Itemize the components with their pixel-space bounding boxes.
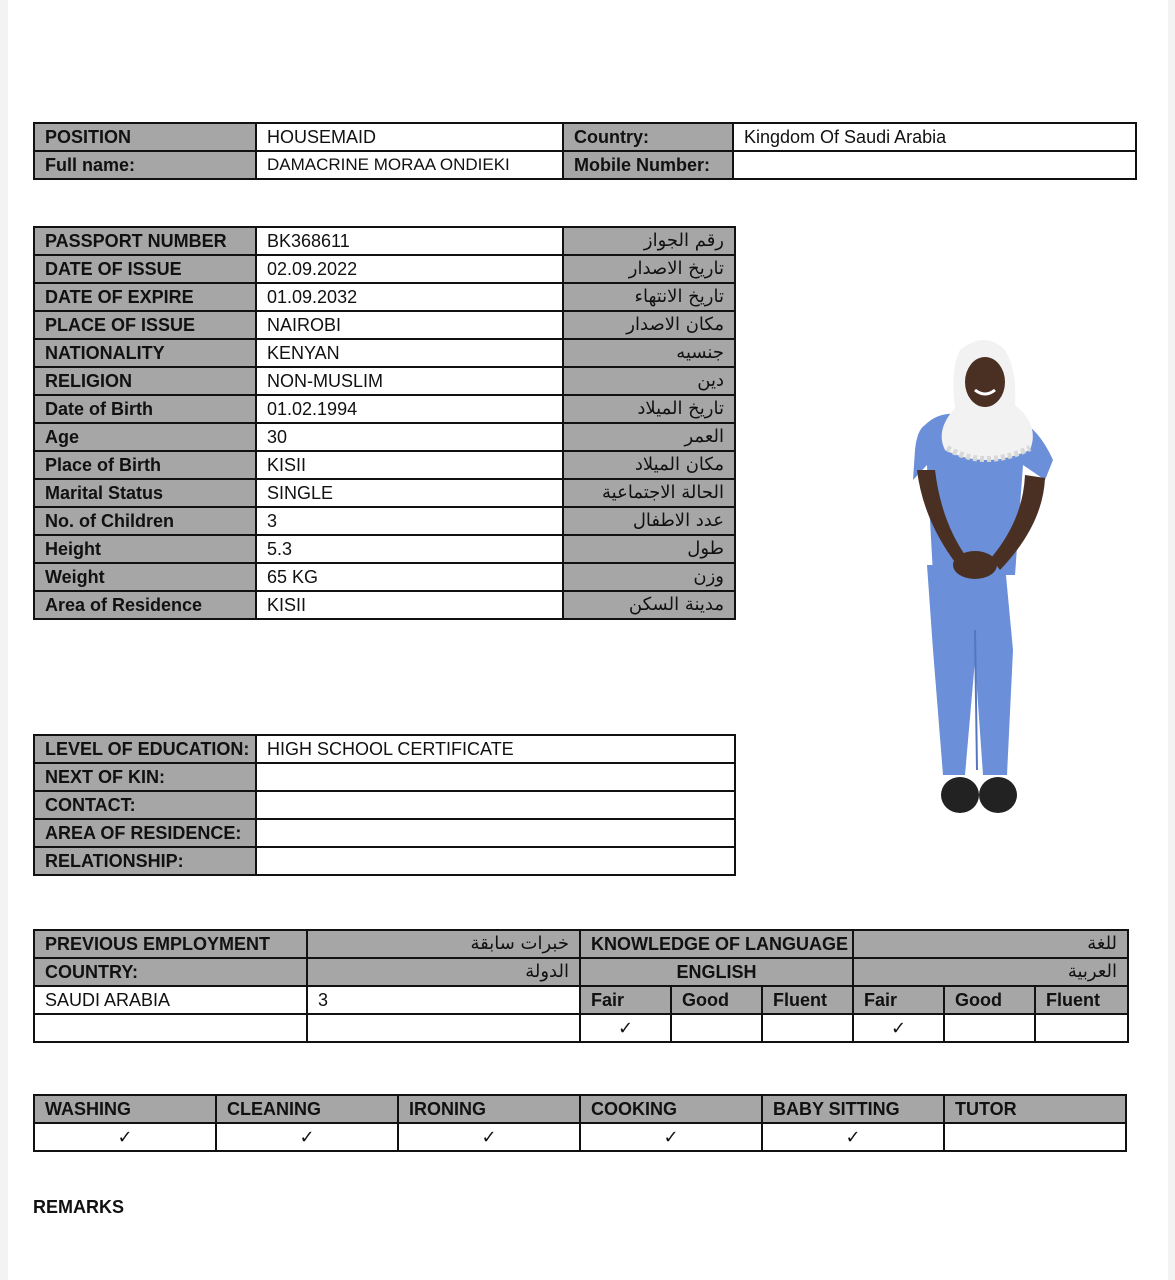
detail-value: BK368611 bbox=[256, 227, 563, 255]
skill-check: ✓ bbox=[398, 1123, 580, 1151]
table-row bbox=[34, 563, 735, 591]
detail-arabic: مكان الميلاد bbox=[563, 451, 735, 479]
detail-label: DATE OF EXPIRE bbox=[34, 283, 256, 311]
detail-arabic: تاريخ الاصدار bbox=[563, 255, 735, 283]
level-fair-en: Fair bbox=[580, 986, 671, 1014]
detail-label: Weight bbox=[34, 563, 256, 591]
education-label: LEVEL OF EDUCATION: bbox=[34, 735, 256, 763]
fullname-label: Full name: bbox=[34, 151, 256, 179]
detail-value: 3 bbox=[256, 507, 563, 535]
detail-label: RELIGION bbox=[34, 367, 256, 395]
level-good-en: Good bbox=[671, 986, 762, 1014]
education-label: AREA OF RESIDENCE: bbox=[34, 819, 256, 847]
detail-label: PLACE OF ISSUE bbox=[34, 311, 256, 339]
education-label: NEXT OF KIN: bbox=[34, 763, 256, 791]
emp-country-value: SAUDI ARABIA bbox=[34, 986, 307, 1014]
header-table bbox=[33, 122, 1137, 180]
detail-arabic: مدينة السكن bbox=[563, 591, 735, 619]
emp-years-value: 3 bbox=[307, 986, 580, 1014]
detail-arabic: الحالة الاجتماعية bbox=[563, 479, 735, 507]
check-good-en bbox=[671, 1014, 762, 1042]
detail-label: NATIONALITY bbox=[34, 339, 256, 367]
detail-label: Marital Status bbox=[34, 479, 256, 507]
mobile-value bbox=[733, 151, 1136, 179]
level-fluent-ar: Fluent bbox=[1035, 986, 1128, 1014]
skill-label: CLEANING bbox=[216, 1095, 398, 1123]
detail-label: PASSPORT NUMBER bbox=[34, 227, 256, 255]
education-value bbox=[256, 791, 735, 819]
prev-employment-label: PREVIOUS EMPLOYMENT bbox=[34, 930, 307, 958]
skill-check: ✓ bbox=[580, 1123, 762, 1151]
skills-table bbox=[33, 1094, 1127, 1152]
check-fluent-en bbox=[762, 1014, 853, 1042]
fullname-value: DAMACRINE MORAA ONDIEKI bbox=[256, 151, 563, 179]
table-row bbox=[34, 819, 735, 847]
table-row bbox=[34, 283, 735, 311]
country-value: Kingdom Of Saudi Arabia bbox=[733, 123, 1136, 151]
table-row bbox=[34, 227, 735, 255]
detail-arabic: وزن bbox=[563, 563, 735, 591]
prev-employment-arabic: خبرات سابقة bbox=[307, 930, 580, 958]
detail-arabic: عدد الاطفال bbox=[563, 507, 735, 535]
skill-label: TUTOR bbox=[944, 1095, 1126, 1123]
education-value bbox=[256, 763, 735, 791]
detail-arabic: طول bbox=[563, 535, 735, 563]
detail-value: 5.3 bbox=[256, 535, 563, 563]
detail-value: KENYAN bbox=[256, 339, 563, 367]
detail-arabic: تاريخ الانتهاء bbox=[563, 283, 735, 311]
table-row bbox=[34, 763, 735, 791]
detail-label: No. of Children bbox=[34, 507, 256, 535]
detail-arabic: العمر bbox=[563, 423, 735, 451]
education-label: CONTACT: bbox=[34, 791, 256, 819]
detail-arabic: جنسيه bbox=[563, 339, 735, 367]
table-row bbox=[34, 479, 735, 507]
table-row bbox=[34, 591, 735, 619]
skill-label: COOKING bbox=[580, 1095, 762, 1123]
detail-value: 02.09.2022 bbox=[256, 255, 563, 283]
table-row bbox=[34, 367, 735, 395]
detail-label: Height bbox=[34, 535, 256, 563]
education-value: HIGH SCHOOL CERTIFICATE bbox=[256, 735, 735, 763]
table-row bbox=[34, 451, 735, 479]
detail-value: NAIROBI bbox=[256, 311, 563, 339]
language-label: KNOWLEDGE OF LANGUAGE bbox=[580, 930, 853, 958]
emp-empty-2 bbox=[307, 1014, 580, 1042]
check-fluent-ar bbox=[1035, 1014, 1128, 1042]
detail-value: 01.02.1994 bbox=[256, 395, 563, 423]
table-row bbox=[34, 791, 735, 819]
table-row bbox=[34, 507, 735, 535]
detail-value: 65 KG bbox=[256, 563, 563, 591]
detail-value: NON-MUSLIM bbox=[256, 367, 563, 395]
emp-country-arabic: الدولة bbox=[307, 958, 580, 986]
arabic-language-label: العربية bbox=[853, 958, 1128, 986]
skill-check: ✓ bbox=[762, 1123, 944, 1151]
employment-table bbox=[33, 929, 1129, 1043]
table-row bbox=[34, 339, 735, 367]
education-value bbox=[256, 847, 735, 875]
level-good-ar: Good bbox=[944, 986, 1035, 1014]
emp-country-label: COUNTRY: bbox=[34, 958, 307, 986]
table-row bbox=[34, 535, 735, 563]
detail-value: 01.09.2032 bbox=[256, 283, 563, 311]
skill-check: ✓ bbox=[34, 1123, 216, 1151]
detail-value: 30 bbox=[256, 423, 563, 451]
detail-label: Place of Birth bbox=[34, 451, 256, 479]
table-row bbox=[34, 423, 735, 451]
detail-label: Date of Birth bbox=[34, 395, 256, 423]
skill-label: IRONING bbox=[398, 1095, 580, 1123]
table-row bbox=[34, 255, 735, 283]
detail-label: Area of Residence bbox=[34, 591, 256, 619]
table-row bbox=[34, 735, 735, 763]
skill-check bbox=[944, 1123, 1126, 1151]
check-good-ar bbox=[944, 1014, 1035, 1042]
check-fair-ar: ✓ bbox=[853, 1014, 944, 1042]
education-table bbox=[33, 734, 736, 876]
table-row bbox=[34, 395, 735, 423]
country-label: Country: bbox=[563, 123, 733, 151]
remarks-label: REMARKS bbox=[33, 1197, 125, 1217]
detail-arabic: مكان الاصدار bbox=[563, 311, 735, 339]
detail-value: KISII bbox=[256, 591, 563, 619]
level-fluent-en: Fluent bbox=[762, 986, 853, 1014]
education-label: RELATIONSHIP: bbox=[34, 847, 256, 875]
details-table bbox=[33, 226, 736, 620]
detail-arabic: دين bbox=[563, 367, 735, 395]
language-arabic: للغة bbox=[853, 930, 1128, 958]
detail-arabic: رقم الجواز bbox=[563, 227, 735, 255]
mobile-label: Mobile Number: bbox=[563, 151, 733, 179]
skill-check: ✓ bbox=[216, 1123, 398, 1151]
candidate-photo bbox=[905, 330, 1065, 820]
level-fair-ar: Fair bbox=[853, 986, 944, 1014]
detail-value: SINGLE bbox=[256, 479, 563, 507]
detail-value: KISII bbox=[256, 451, 563, 479]
table-row bbox=[34, 311, 735, 339]
skill-label: BABY SITTING bbox=[762, 1095, 944, 1123]
education-value bbox=[256, 819, 735, 847]
skill-label: WASHING bbox=[34, 1095, 216, 1123]
emp-empty-1 bbox=[34, 1014, 307, 1042]
english-label: ENGLISH bbox=[580, 958, 853, 986]
detail-arabic: تاريخ الميلاد bbox=[563, 395, 735, 423]
detail-label: DATE OF ISSUE bbox=[34, 255, 256, 283]
detail-label: Age bbox=[34, 423, 256, 451]
check-fair-en: ✓ bbox=[580, 1014, 671, 1042]
table-row bbox=[34, 847, 735, 875]
position-value: HOUSEMAID bbox=[256, 123, 563, 151]
position-label: POSITION bbox=[34, 123, 256, 151]
